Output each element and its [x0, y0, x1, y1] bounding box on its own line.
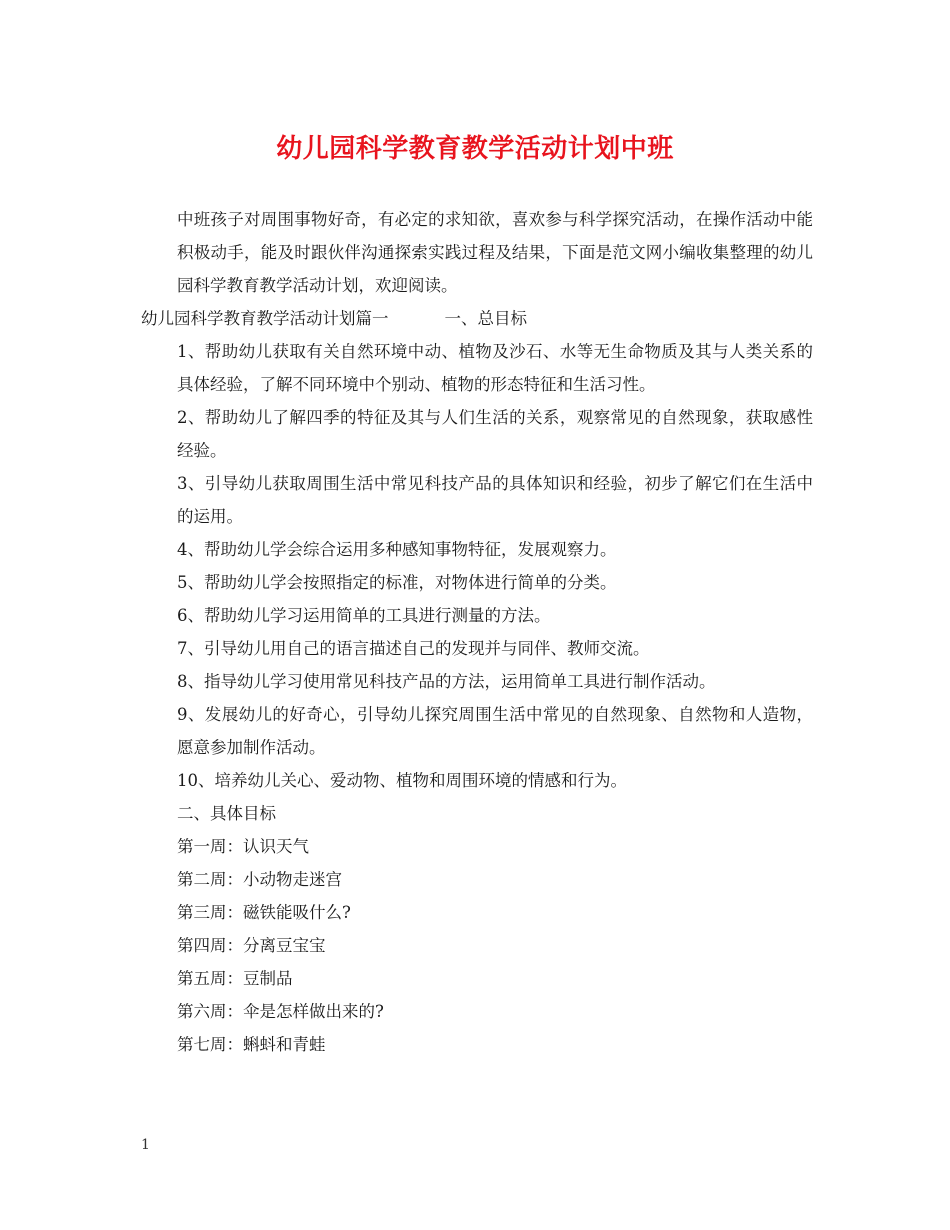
document-title: 幼儿园科学教育教学活动计划中班: [276, 134, 674, 164]
goal-item: 7、引导幼儿用自己的语言描述自己的发现并与同伴、教师交流。: [177, 639, 650, 658]
week-item: 第五周：豆制品: [177, 969, 293, 988]
goal-item: 2、帮助幼儿了解四季的特征及其与人们生活的关系，观察常见的自然现象，获取感性经验。: [177, 408, 813, 460]
goal-item: 5、帮助幼儿学会按照指定的标准，对物体进行简单的分类。: [177, 573, 617, 592]
goal-item: 3、引导幼儿获取周围生活中常见科技产品的具体知识和经验，初步了解它们在生活中的运用。: [177, 474, 813, 526]
intro-paragraph: 中班孩子对周围事物好奇，有必定的求知欲，喜欢参与科学探究活动，在操作活动中能积极动手，能及时跟伙伴沟通探索实践过程及结果，下面是范文网小编收集整理的幼儿园科学教育教学活动计划，欢迎阅读。: [177, 210, 813, 295]
week-item: 第四周：分离豆宝宝: [177, 936, 326, 955]
goal-item: 4、帮助幼儿学会综合运用多种感知事物特征，发展观察力。: [177, 540, 617, 559]
week-item: 第二周：小动物走迷宫: [177, 870, 342, 889]
section-goal-heading: 一、总目标: [444, 309, 527, 328]
goal-item: 9、发展幼儿的好奇心，引导幼儿探究周围生活中常见的自然现象、自然物和人造物，愿意参加制作活动。: [177, 705, 813, 757]
week-item: 第一周：认识天气: [177, 837, 309, 856]
goal-item: 8、指导幼儿学习使用常见科技产品的方法，运用简单工具进行制作活动。: [177, 672, 716, 691]
week-item: 第七周：蝌蚪和青蛙: [177, 1035, 326, 1054]
goal-item: 6、帮助幼儿学习运用简单的工具进行测量的方法。: [177, 606, 551, 625]
specific-goal-heading: 二、具体目标: [177, 804, 276, 823]
section-heading-row: [141, 302, 813, 335]
week-item: 第六周：伞是怎样做出来的?: [177, 1002, 384, 1021]
document-body: [141, 203, 813, 1061]
goal-item: 10、培养幼儿关心、爱动物、植物和周围环境的情感和行为。: [177, 771, 627, 790]
week-item: 第三周：磁铁能吸什么?: [177, 903, 351, 922]
page-number: 1: [141, 1137, 150, 1153]
goal-item: 1、帮助幼儿获取有关自然环境中动、植物及沙石、水等无生命物质及其与人类关系的具体经验，了解不同环境中个别动、植物的形态特征和生活习性。: [177, 342, 813, 394]
section-plan-heading: 幼儿园科学教育教学活动计划篇一: [141, 309, 389, 328]
